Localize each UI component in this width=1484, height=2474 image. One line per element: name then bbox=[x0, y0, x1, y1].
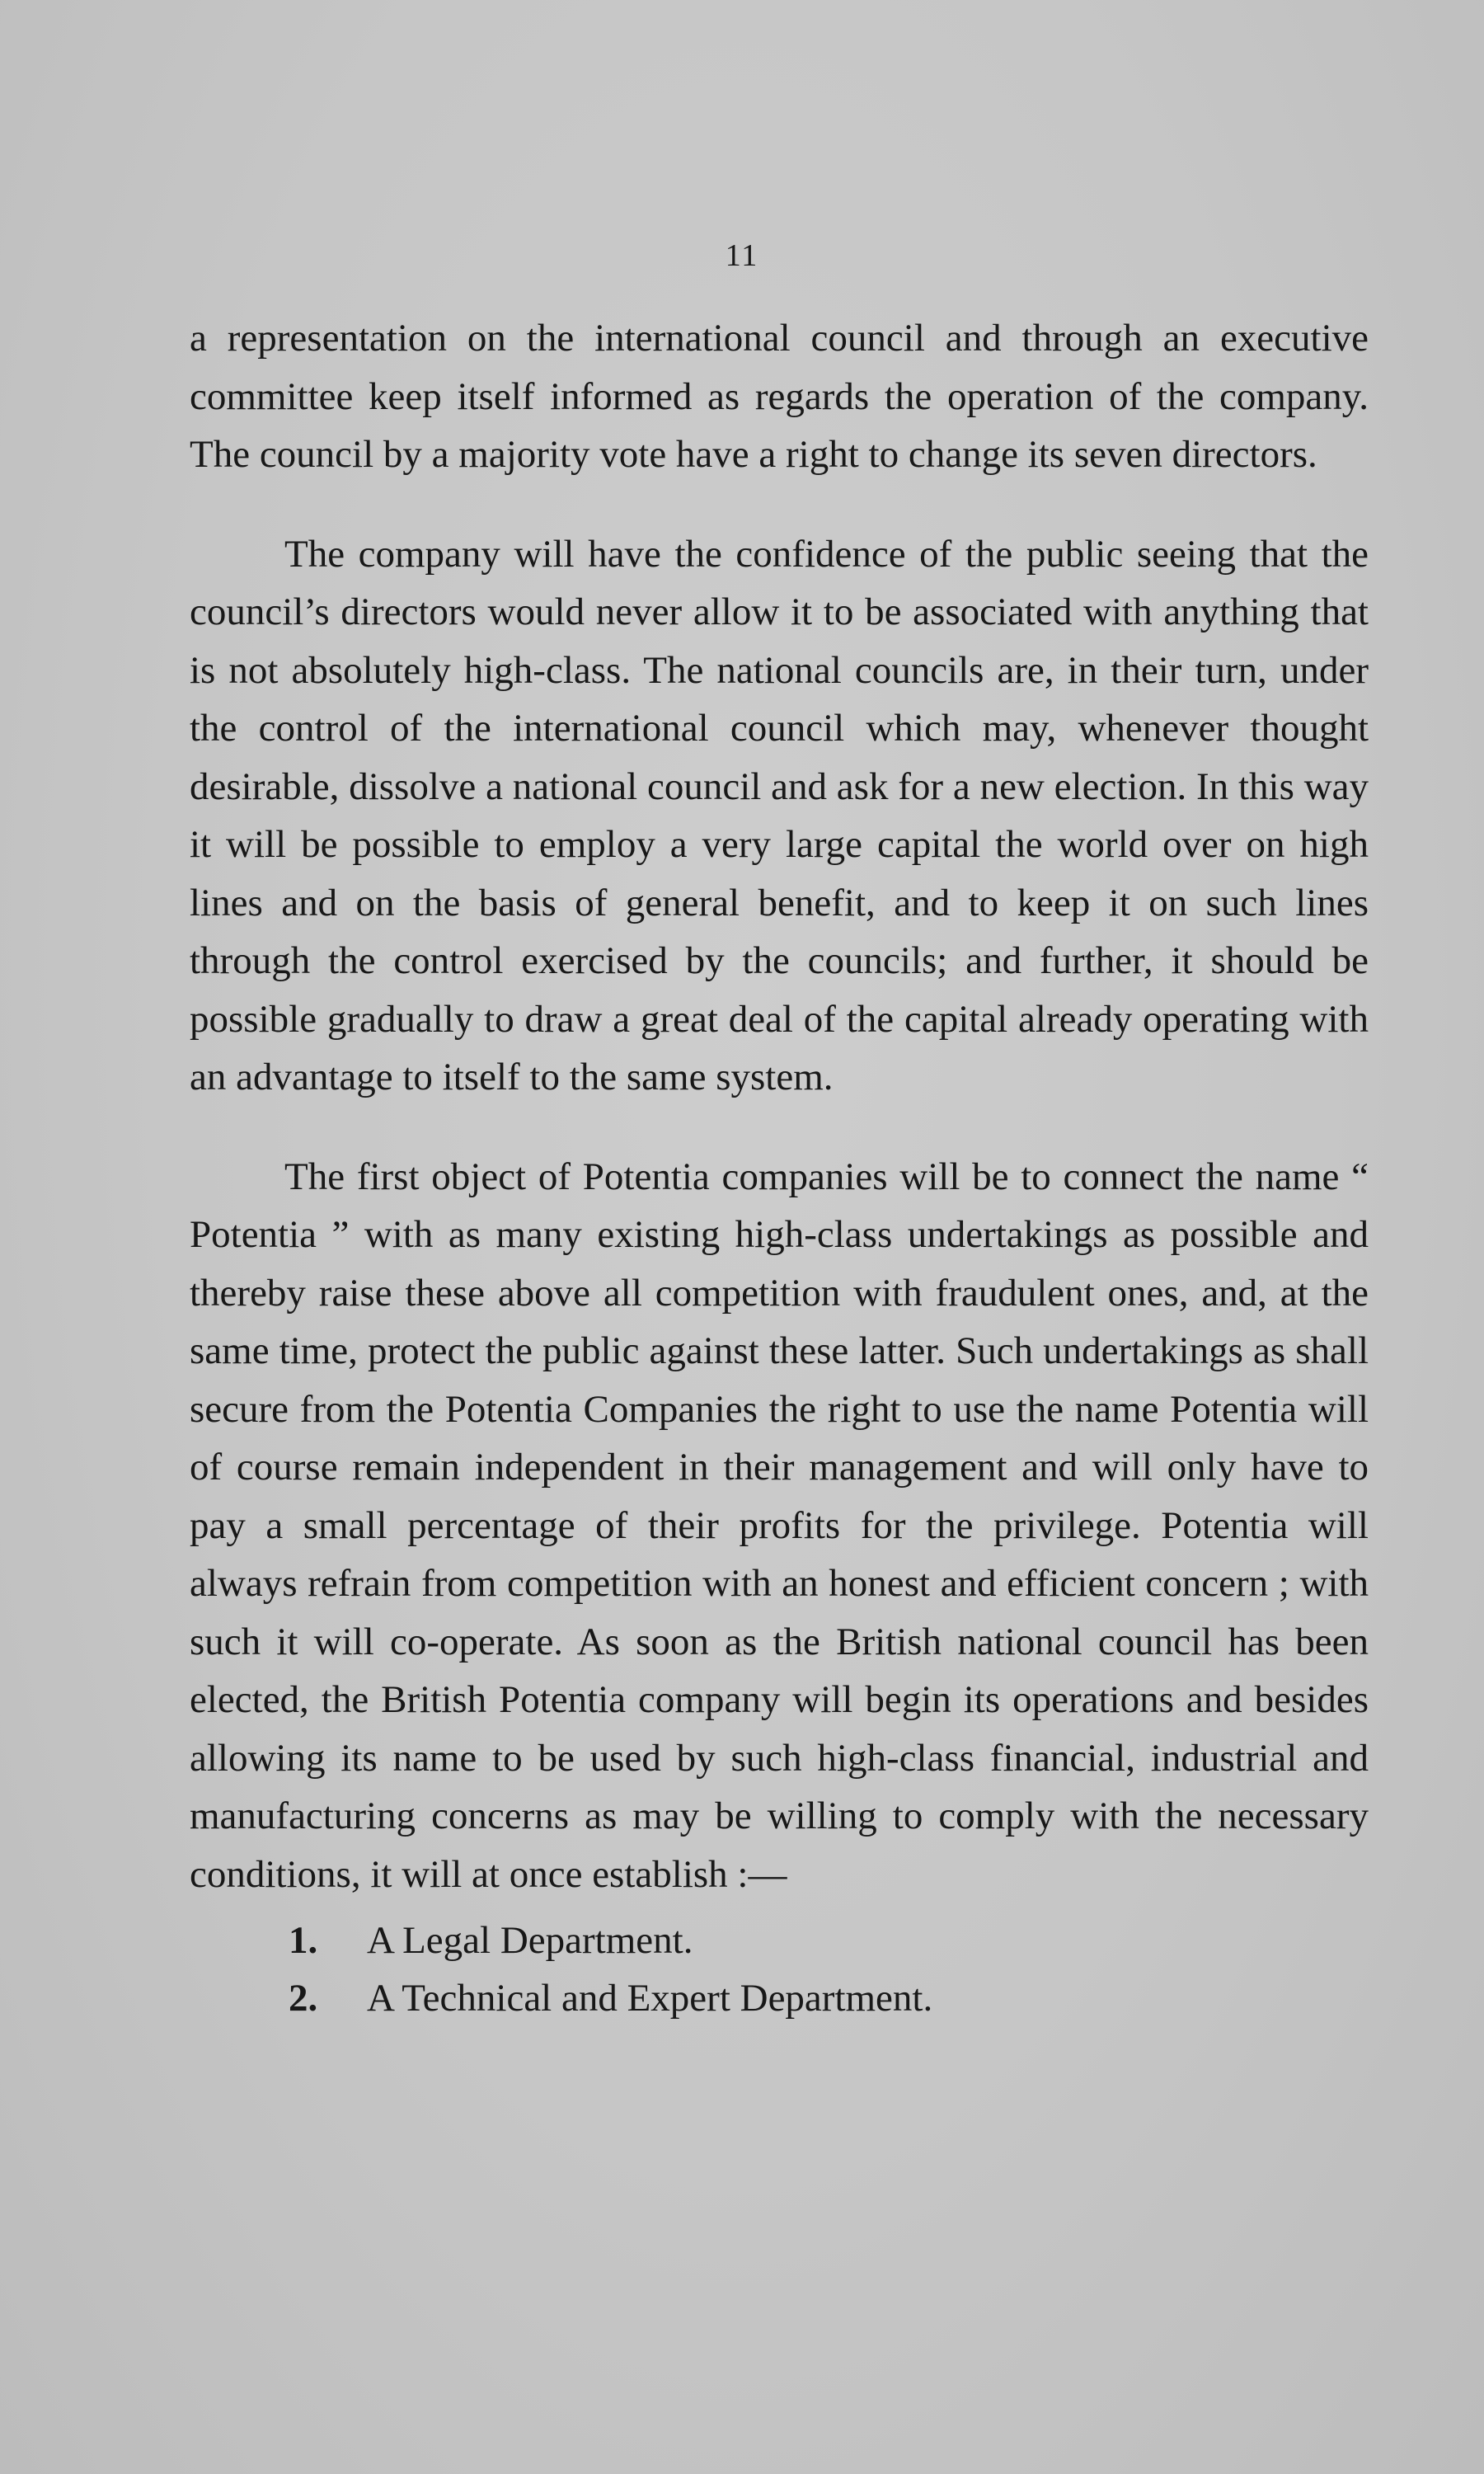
body-text bbox=[190, 309, 1369, 2027]
page-number: 11 bbox=[725, 238, 759, 273]
department-list bbox=[190, 1912, 1369, 2027]
paragraph-continuation: a representation on the international council and through an executive committee keep itself informed as regards the operation of the company. The council by a majority vote have a right to change its seven directors. bbox=[190, 317, 1369, 476]
list-item-number: 2. bbox=[289, 1977, 318, 2020]
list-item-text: A Legal Department. bbox=[367, 1919, 693, 1962]
list-item-number: 1. bbox=[289, 1919, 318, 1962]
paragraph-first-object: The first object of Potentia companies will be to connect the name “ Potentia ” with as many existing high-class undertakings as possible and thereby raise these above all competition with fraudulent ones, and, at the same time, protect the public against these latter. Such undertakings as shall secure from the Potentia Companies the right to use the name Potentia will of course remain independent in their management and will only have to pay a small percentage of their profits for the privilege. Potentia will always refrain from competition with an honest and efficient concern ; with such it will co-operate. As soon as the British national council has been elected, the British Potentia company will begin its operations and besides allowing its name to be used by such high-class financial, industrial and manufacturing concerns as may be willing to comply with the necessary conditions, it will at once establish :— bbox=[190, 1155, 1369, 1896]
paragraph-confidence: The company will have the confidence of the public seeing that the council’s directors would never allow it to be associated with anything that is not absolutely high-class. The national councils are, in their turn, under the control of the international council which may, whenever thought desirable, dissolve a national council and ask for a new election. In this way it will be possible to employ a very large capital the world over on high lines and on the basis of general benefit, and to keep it on such lines through the control exercised by the councils; and further, it should be possible gradually to draw a great deal of the capital already operating with an advantage to itself to the same system. bbox=[190, 532, 1369, 1098]
list-item-text: A Technical and Expert Department. bbox=[367, 1977, 933, 2020]
list-item bbox=[190, 1912, 1369, 1969]
list-item bbox=[190, 1969, 1369, 2027]
